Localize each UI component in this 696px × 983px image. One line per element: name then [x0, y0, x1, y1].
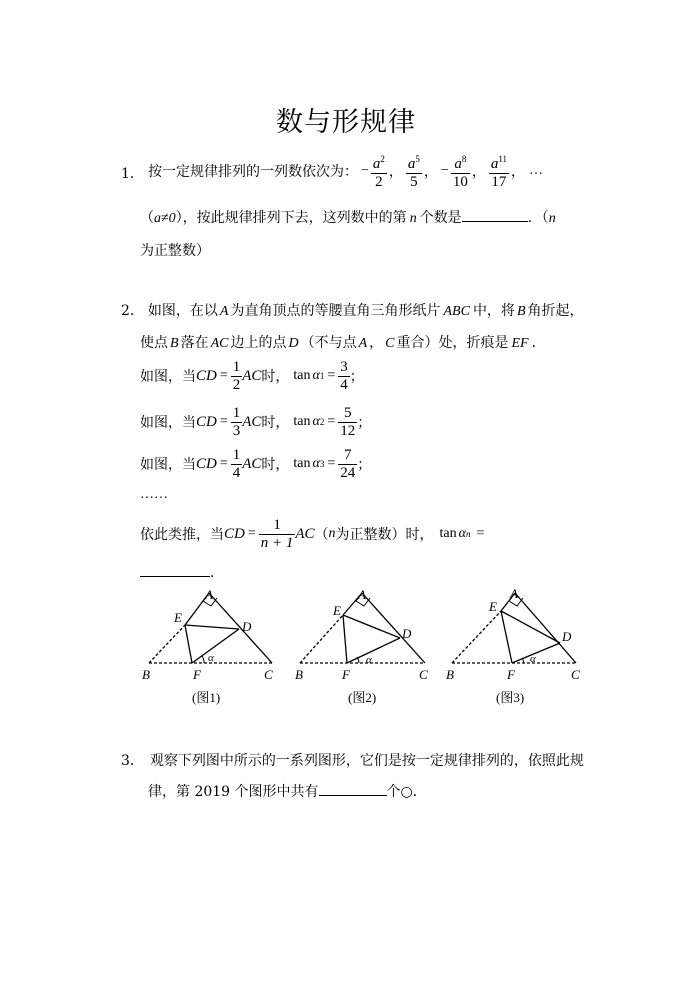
q1-sequence: [358, 151, 525, 191]
case-fraction: [231, 447, 243, 482]
fig2-label-alpha: α: [366, 654, 372, 666]
q2-figures: [130, 585, 600, 710]
case-tan: tan: [293, 414, 311, 429]
q1-term-den: 17: [491, 174, 507, 190]
q2-l1-ABC: ABC: [443, 304, 470, 319]
case-lead: 如图，当: [140, 415, 196, 431]
q1-term: [361, 151, 403, 191]
q2-number: 2．: [121, 303, 144, 319]
fig2-caption: (图2): [348, 690, 377, 705]
case-lead: 如图，当: [140, 457, 196, 473]
q2-gen-sub: n: [466, 529, 471, 539]
fig2-label-A: A: [358, 587, 366, 602]
q3-line2: [148, 781, 427, 801]
q1-term-sign: −: [361, 163, 369, 178]
q1-term-exp: 8: [461, 154, 467, 164]
case-alpha: α: [312, 414, 320, 429]
case-fnum: 1: [232, 446, 241, 463]
q2-l2-dot: ．: [531, 335, 546, 351]
fig3-label-alpha: α: [530, 653, 536, 665]
case-ac: AC: [242, 367, 262, 384]
q2-case-2: [140, 400, 371, 444]
q1-term-sep: ，: [510, 164, 525, 180]
q1-term-sep: ，: [423, 164, 438, 180]
case-result-fraction: [338, 359, 350, 394]
fig3-caption: (图3): [496, 690, 525, 705]
case-result-fraction: [338, 447, 357, 482]
q2-gen-cd: CD: [224, 525, 245, 542]
q1-term-base: a: [407, 156, 416, 172]
case-fden: 3: [232, 422, 241, 439]
case-when: 时，: [261, 457, 290, 473]
q2-l2-EF: EF: [511, 336, 529, 351]
case-lead: 如图，当: [140, 369, 196, 385]
q2-answer-line: [140, 562, 224, 582]
q3-line1: [121, 750, 584, 770]
case-tan: tan: [293, 368, 311, 383]
q1-term-base: a: [490, 156, 499, 172]
q2-l2-B: B: [170, 336, 179, 351]
q2-l2-a: 使点: [140, 335, 168, 351]
case-cd: CD: [196, 367, 217, 384]
fig3-label-D: D: [562, 629, 572, 644]
fig3-label-F: F: [507, 667, 515, 682]
q2-gen-lead: 依此类推，当: [140, 527, 224, 543]
case-tan: tan: [293, 456, 311, 471]
q1-answer-blank[interactable]: [462, 221, 528, 222]
q1-term: [441, 151, 486, 191]
case-rnum: 5: [338, 405, 357, 423]
q2-gen-ac: AC: [295, 525, 315, 542]
fig3-label-E: E: [489, 599, 497, 614]
q1-term-den: 2: [375, 174, 383, 190]
q2-l1-A: A: [219, 304, 229, 319]
fig3-label-C: C: [571, 667, 580, 682]
case-alpha: α: [312, 368, 320, 383]
q1-term-exp: 5: [415, 154, 420, 164]
q1-ellipsis: …: [528, 163, 543, 178]
q2-gen-n: n: [328, 526, 336, 541]
q2-l2-e: 重合）处，折痕是: [396, 335, 509, 351]
q2-case-1: [140, 354, 364, 398]
q1-intro: [148, 148, 543, 194]
fig2-label-D: D: [402, 626, 412, 641]
q1-term-base: a: [454, 156, 462, 172]
case-eq: =: [219, 456, 228, 471]
q2-l2-c: 边上的点: [230, 335, 287, 351]
fig1-label-D: D: [242, 619, 252, 634]
fig2-label-C: C: [419, 667, 428, 682]
q2-l1-b: 为直角顶点的等腰直角三角形纸片: [230, 303, 441, 319]
case-end: ；: [349, 369, 364, 385]
case-rden: 24: [340, 464, 356, 481]
fig2-label-F: F: [342, 667, 350, 682]
q2-gen-fnum: 1: [259, 517, 296, 535]
q1-term-sep: ，: [388, 164, 403, 180]
q1-term-fraction: [406, 151, 422, 191]
case-eq2: =: [327, 456, 336, 471]
fig1-label-B: B: [142, 667, 150, 682]
q1-var-n: n: [409, 211, 417, 226]
fig2-label-E: E: [333, 603, 341, 618]
q1-term-den: 10: [452, 174, 468, 190]
q2-line2: [140, 332, 546, 352]
q2-gen-paren-b: 为正整数）时，: [335, 527, 434, 543]
q2-l2-d: （不与点: [300, 335, 357, 351]
case-eq: =: [219, 414, 228, 429]
case-cd: CD: [196, 413, 217, 430]
case-end: ；: [357, 457, 372, 473]
case-fden: 4: [232, 464, 241, 481]
fig1-label-C: C: [264, 667, 273, 682]
q2-l2-D: D: [288, 336, 299, 351]
case-eq2: =: [327, 414, 336, 429]
q2-general: [140, 512, 484, 556]
q2-l1-d: 角折起，: [527, 303, 584, 319]
q2-gen-fraction: [259, 517, 296, 552]
q1-text-b: ），按此规律排列下去，这列数中的第: [175, 210, 407, 226]
case-rden: 4: [340, 376, 348, 393]
case-fraction: [231, 359, 243, 394]
fig1-label-alpha: α: [208, 652, 214, 664]
q2-gen-eq: =: [247, 526, 256, 541]
case-eq: =: [219, 368, 228, 383]
case-cd: CD: [196, 455, 217, 472]
q1-term: [406, 151, 438, 191]
q1-term-fraction: [489, 151, 509, 191]
fig1-label-F: F: [193, 667, 201, 682]
case-eq2: =: [327, 368, 336, 383]
figure-3: [452, 593, 576, 663]
q2-l2-A: A: [358, 336, 368, 351]
q3-text-1: 观察下列图中所示的一系列图形，它们是按一定规律排列的，依照此规: [149, 753, 584, 769]
q1-term: [489, 151, 525, 191]
q1-term-exp: 2: [380, 154, 385, 164]
case-result-fraction: [338, 405, 357, 440]
fig3-label-B: B: [446, 667, 454, 682]
case-sub: 1: [319, 371, 325, 381]
q1-line2: [140, 207, 556, 227]
q2-l1-B: B: [516, 304, 526, 319]
q2-gen-paren-a: （: [314, 527, 329, 543]
q1-number: 1．: [121, 166, 144, 182]
q2-gen-fden: n + 1: [260, 534, 294, 551]
q1-term-exp: 11: [498, 154, 507, 164]
fig1-caption: (图1): [192, 690, 221, 705]
q3-text-2b: 个○．: [386, 784, 427, 800]
q2-end-dot: ．: [210, 565, 224, 581]
case-rnum: 3: [340, 358, 348, 375]
case-ac: AC: [242, 455, 262, 472]
q3-text-2a: 律，第 2019 个图形中共有: [148, 784, 319, 800]
q1-term-fraction: [451, 151, 470, 191]
q1-intro-text: 按一定规律排列的一列数依次为：: [148, 164, 358, 180]
case-fnum: 1: [232, 404, 241, 421]
case-fraction: [231, 405, 243, 440]
q1-text-c: 个数是: [419, 210, 462, 226]
q1-var-n2: n: [548, 211, 556, 226]
q2-gen-tan: tan: [439, 526, 457, 541]
q1-text-d: ．（: [527, 210, 549, 226]
q1-condition: a≠0: [154, 211, 176, 226]
q2-l2-AC: AC: [210, 336, 229, 351]
q1-term-fraction: [371, 151, 387, 191]
q2-l1-a: 如图，在以: [147, 303, 218, 319]
q2-gen-eq2: =: [476, 526, 485, 541]
case-fden: 2: [232, 376, 241, 393]
q1-term-sign: −: [440, 163, 449, 178]
q1-line3: 为正整数）: [140, 243, 210, 259]
q2-l2-C: C: [385, 336, 395, 351]
q2-gen-alpha: α: [458, 526, 467, 541]
fig2-label-B: B: [295, 667, 303, 682]
q1-paren-open: （: [140, 210, 154, 226]
q2-answer-blank[interactable]: [140, 576, 210, 577]
q1-term-den: 5: [410, 174, 418, 190]
case-sub: 2: [319, 417, 325, 427]
fig3-label-A: A: [510, 586, 518, 601]
fig1-label-E: E: [174, 610, 182, 625]
q3-answer-blank[interactable]: [319, 795, 387, 796]
q1-term-base: a: [372, 156, 381, 172]
q2-dots: ……: [140, 487, 168, 502]
case-fnum: 1: [232, 358, 241, 375]
q2-line1: [121, 300, 584, 320]
case-rden: 12: [340, 422, 356, 439]
case-sub: 3: [319, 459, 325, 469]
q1-term-sep: ，: [471, 164, 486, 180]
q2-l1-c: 中，将: [472, 303, 515, 319]
q2-case-3: [140, 442, 371, 486]
page-title: 数与形规律: [276, 107, 416, 138]
fig1-label-A: A: [205, 587, 213, 602]
case-when: 时，: [261, 369, 290, 385]
case-ac: AC: [242, 413, 262, 430]
case-alpha: α: [312, 456, 320, 471]
q2-l2-b: 落在: [180, 335, 209, 351]
case-when: 时，: [261, 415, 290, 431]
q3-number: 3．: [121, 753, 144, 769]
case-rnum: 7: [338, 447, 357, 465]
q2-l2-comma: ，: [369, 335, 384, 351]
case-end: ；: [357, 415, 372, 431]
